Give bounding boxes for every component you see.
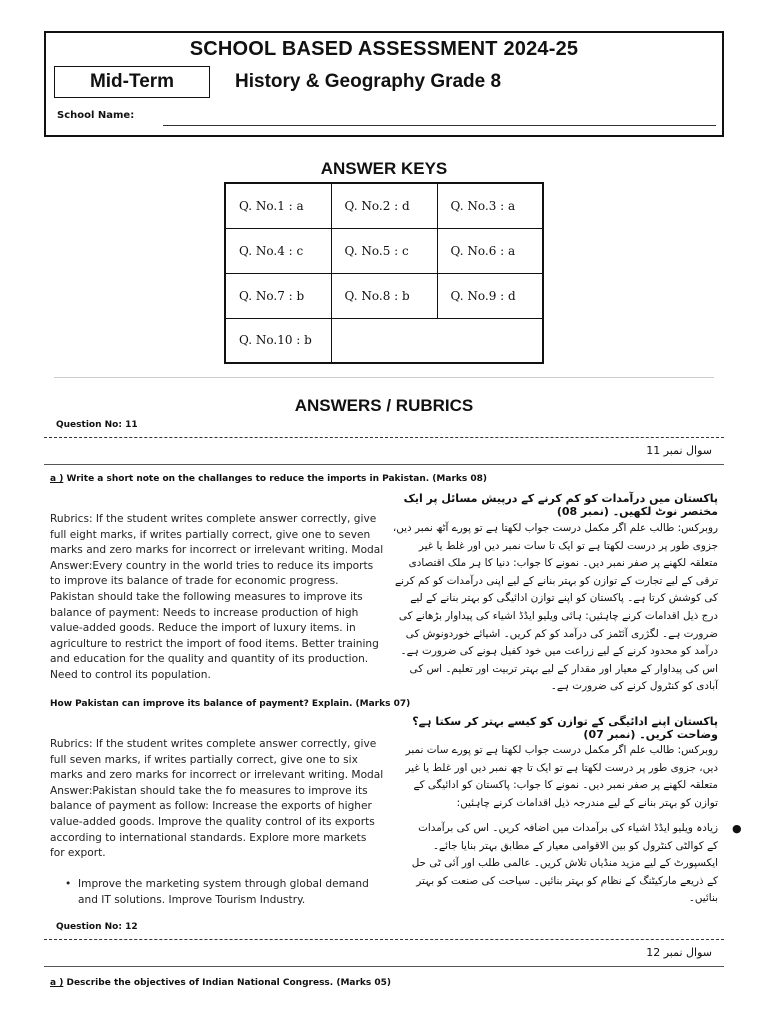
bullet-icon: ●	[732, 822, 742, 835]
part-marker: a )	[50, 474, 64, 484]
header-box	[44, 31, 724, 137]
term-badge: Mid-Term	[54, 66, 210, 98]
key-cell: Q. No.10 : b	[225, 318, 331, 363]
key-cell: Q. No.8 : b	[331, 273, 437, 318]
key-cell: Q. No.1 : a	[225, 183, 331, 228]
part-marker: a )	[50, 978, 64, 988]
key-cell: Q. No.2 : d	[331, 183, 437, 228]
q11-part-b-english-bullet	[60, 877, 386, 908]
part-question-text: Describe the objectives of Indian National Congress. (Marks 05)	[66, 978, 392, 988]
q12-part-a-question	[50, 978, 391, 988]
key-cell-blank	[331, 318, 543, 363]
dashed-rule	[44, 437, 724, 438]
rubrics-title: ANSWERS / RUBRICS	[294, 396, 474, 415]
answer-keys-table	[224, 182, 544, 364]
dashed-rule	[44, 939, 724, 940]
q11-part-a-urdu-question: پاکستان میں درآمدات کو کم کرنے کے درپیش مسائل پر ایک مختصر نوٹ لکھیں۔ (نمبر 08)	[403, 492, 718, 518]
key-cell: Q. No.6 : a	[437, 228, 543, 273]
question-12-urdu-label: سوال نمبر 12	[646, 946, 712, 959]
section-divider	[54, 377, 714, 378]
q11-part-b-urdu-question: پاکستان اپنے ادائیگی کے توازن کو کیسے بہتر کر سکتا ہے؟ وضاحت کریں۔ (نمبر 07)	[412, 715, 718, 741]
bullet-text: Improve the marketing system through global demand and IT solutions. Improve Tourism Industry.	[78, 878, 369, 906]
q11-part-a-question	[50, 474, 487, 484]
solid-rule	[44, 464, 724, 465]
assessment-title: SCHOOL BASED ASSESSMENT 2024-25	[189, 38, 579, 60]
key-cell: Q. No.7 : b	[225, 273, 331, 318]
q11-part-b-question: How Pakistan can improve its balance of payment? Explain. (Marks 07)	[50, 699, 411, 709]
bullet-icon: •	[65, 878, 72, 890]
key-cell: Q. No.5 : c	[331, 228, 437, 273]
question-11-label: Question No: 11	[56, 420, 138, 430]
q11-part-a-urdu-answer: روبرکس: طالب علم اگر مکمل درست جواب لکھتا ہے تو پورے آٹھ نمبر دیں، جزوی طور پر درست لکھتا ہے تو ایک تا سات نمبر دیں اور غلط یا غیر متعلقہ لکھنے پر صفر نمبر دیں۔ نمونے کا جواب: دنیا کا ہر ملک اقتصادی ترقی کے لیے تجارت کے توازن کو بہتر بنانے کے لیے اپنی درآمدات کو کم کرنے کی کوشش کرتا ہے۔ پاکستان کو اپنے توازن ادائیگی کو بہتر بنانے کے لیے درج ذیل اقدامات کرنے چاہئیں: ہائی ویلیو ایڈڈ اشیاء کی پیداوار بڑھانے کی ضرورت ہے۔ لگژری آئٹمز کی درآمد کو کم کریں۔ اشیائے خوردونوش کی درآمد کو محدود کرنے کے لیے زراعت میں خود کفیل ہونے کی ضرورت ہے۔ اس کی پیداوار کے معیار اور مقدار کے لیے بہتر تربیت اور تعلیم۔ اس کی آبادی کو کنٹرول کرنے کی ضرورت ہے۔	[392, 522, 718, 693]
school-name-field[interactable]	[163, 125, 716, 126]
bullet-text: زیادہ ویلیو ایڈڈ اشیاء کی برآمدات میں اضافہ کریں۔ اس کی برآمدات کے کوالٹی کنٹرول کو بین الاقوامی معیار کے مطابق بہتر بنایا جائے۔ ایکسپورٹ کے لیے مزید منڈیاں تلاش کریں۔ عالمی طلب اور آئی ٹی حل کے ذریعے مارکیٹنگ کے نظام کو بہتر بنائیں۔ سیاحت کی صنعت کو بہتر بنائیں۔	[411, 822, 718, 905]
key-cell: Q. No.3 : a	[437, 183, 543, 228]
table-row	[225, 183, 543, 228]
table-row	[225, 228, 543, 273]
question-12-label: Question No: 12	[56, 922, 138, 932]
solid-rule	[44, 966, 724, 967]
subject-title: History & Geography Grade 8	[235, 71, 502, 92]
table-row	[225, 273, 543, 318]
table-row	[225, 318, 543, 363]
q11-part-b-urdu-answer: روبرکس: طالب علم اگر مکمل درست جواب لکھتا ہے تو پورے سات نمبر دیں، جزوی طور پر درست لکھتا ہے تو ایک تا چھ نمبر دیں اور غلط یا غیر متعلقہ لکھنے پر صفر نمبر دیں۔ نمونے کا جواب: پاکستان کو ادائیگی کے توازن کو بہتر بنانے کے لیے مندرجہ ذیل اقدامات کرنے چاہئیں:	[405, 744, 718, 809]
question-11-urdu-label: سوال نمبر 11	[646, 444, 712, 457]
part-question-text: Write a short note on the challanges to reduce the imports in Pakistan. (Marks 08)	[66, 474, 487, 484]
q11-part-b-english-answer: Rubrics: If the student writes complete answer correctly, give full seven marks, if writes partially correct, give one to six marks and zero marks for incorrect or irrelevant writing. Modal Answer:Pakistan should take the fo measures to improve its balance of payment as follow: Increase the exports of higher value-added goods. Improve the quality control of its exports according to international standards. Explore more markets for export.	[50, 738, 384, 860]
answer-keys-title: ANSWER KEYS	[320, 159, 448, 178]
q11-part-b-urdu-bullet	[392, 820, 742, 908]
q11-part-a-english-answer: Rubrics: If the student writes complete answer correctly, give full eight marks, if writes partially correct, give one to seven marks and zero marks for incorrect or irrelevant writing. Modal Answer:Every country in the world tries to reduce its imports to improve its balance of trade for economic progress. Pakistan should take the following measures to improve its balance of payment: Needs to increase production of high value-added goods. Reduce the import of luxury items. in agriculture to restrict the import of food items. Better training and education for the quality and quantity of its production. Need to control its population.	[50, 513, 384, 681]
key-cell: Q. No.9 : d	[437, 273, 543, 318]
key-cell: Q. No.4 : c	[225, 228, 331, 273]
school-name-label: School Name:	[57, 110, 135, 121]
